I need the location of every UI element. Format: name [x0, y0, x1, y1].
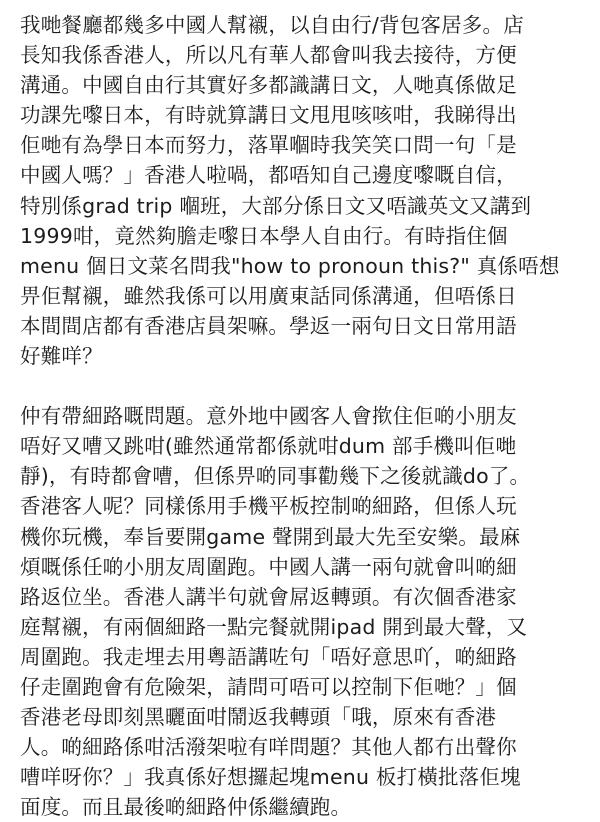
paragraph-restaurant-customers [20, 10, 586, 371]
text-line: 嘈咩呀你？」我真係好想攞起塊menu 板打橫批落佢塊 [20, 765, 521, 790]
text-line: 煩嘅係任啲小朋友周圍跑。中國人講一兩句就會叫啲細 [20, 554, 517, 579]
text-line: 仲有帶細路嘅問題。意外地中國客人會揿住佢啲小朋友 [20, 404, 517, 429]
text-line: 唔好又嘈又跳咁(雖然通常都係就咁dum 部手機叫佢哋 [20, 434, 517, 459]
text-line: 功課先嚟日本，有時就算講日文甩甩咳咳咁，我睇得出 [20, 103, 517, 128]
text-line: 周圍跑。我走埋去用粵語講咗句「唔好意思吖，啲細路 [20, 644, 517, 669]
text-line: 長知我係香港人，所以凡有華人都會叫我去接待，方便 [20, 43, 517, 68]
text-line: 人。啲細路係咁活潑架啦有咩問題？其他人都冇出聲你 [20, 735, 517, 760]
paragraph-children-issue [20, 401, 586, 822]
text-line: 好難咩？ [20, 344, 103, 369]
text-line: 佢哋有為學日本而努力，落單嗰時我笑笑口問一句「是 [20, 133, 517, 158]
text-line: 溝通。中國自由行其實好多都識講日文，人哋真係做足 [20, 73, 517, 98]
text-line: 特別係grad trip 嗰班，大部分係日文又唔識英文又講到 [20, 193, 532, 218]
paragraph-spacer [20, 371, 586, 401]
text-line: 路返位坐。香港人講半句就會屌返轉頭。有次個香港家 [20, 584, 517, 609]
text-line: 香港老母即刻黑曬面咁鬧返我轉頭「哦，原來有香港 [20, 705, 497, 730]
text-line: 1999咁，竟然夠膽走嚟日本學人自由行。有時指住個 [20, 223, 508, 248]
text-line: 中國人嗎？」香港人啦喎，都唔知自己邊度嚟嘅自信， [20, 163, 517, 188]
text-line: 庭幫襯，有兩個細路一點完餐就開ipad 開到最大聲，又 [20, 614, 528, 639]
post-body [20, 10, 586, 822]
text-line: 機你玩機，奉旨要開game 聲開到最大先至安樂。最麻 [20, 524, 521, 549]
text-line: 面度。而且最後啲細路仲係繼續跑。 [20, 795, 352, 820]
text-line: 靜)，有時都會嘈，但係畀啲同事勸幾下之後就識do了。 [20, 464, 531, 489]
text-line: 本間間店都有香港店員架嘛。學返一兩句日文日常用語 [20, 313, 517, 338]
text-line: 我哋餐廳都幾多中國人幫襯，以自由行/背包客居多。店 [20, 13, 524, 37]
text-line: 畀佢幫襯，雖然我係可以用廣東話同係溝通，但唔係日 [20, 283, 517, 308]
text-line: 仔走圍跑會有危險架，請問可唔可以控制下佢哋？」個 [20, 674, 517, 699]
text-line: menu 個日文菜名問我"how to pronoun this?" 真係唔想 [20, 253, 560, 278]
text-line: 香港客人呢？同樣係用手機平板控制啲細路，但係人玩 [20, 494, 517, 519]
